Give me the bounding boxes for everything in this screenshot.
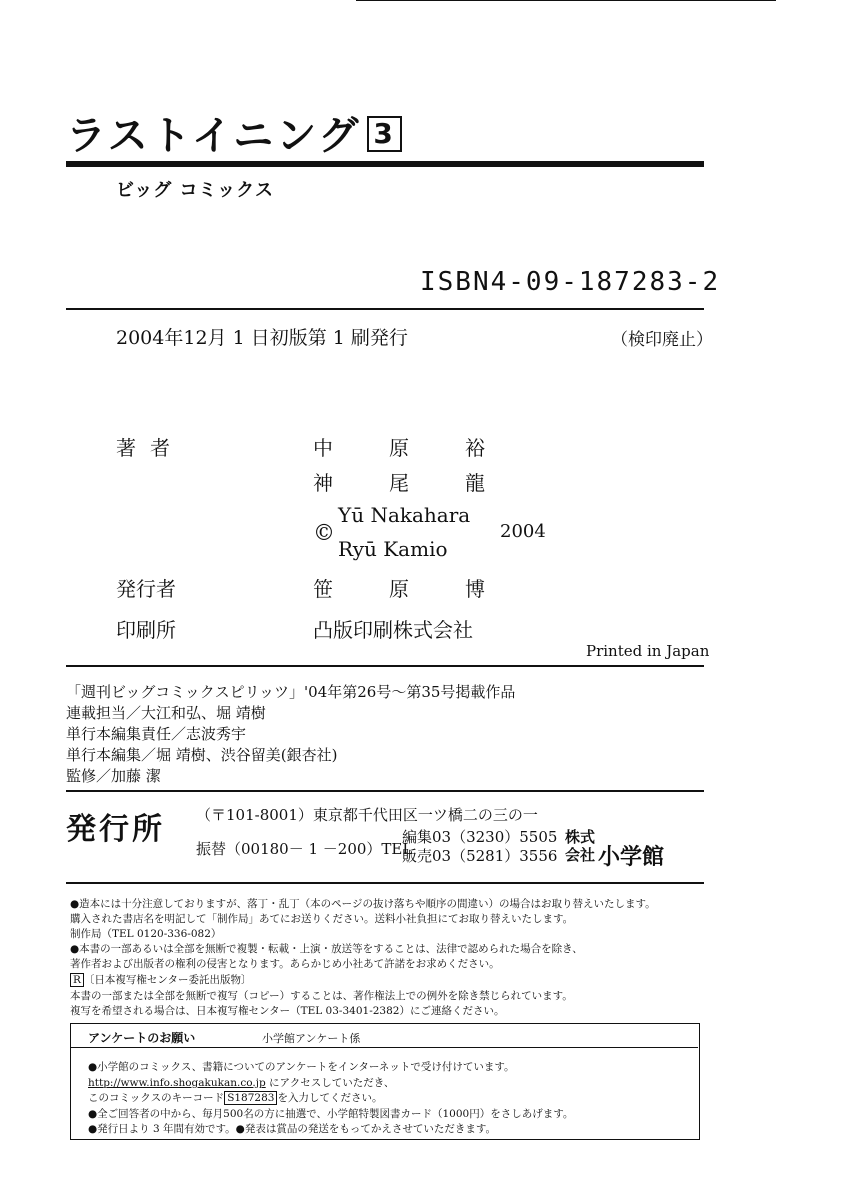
survey-line: ●全ご回答者の中から、毎月500名の方に抽選で、小学館特製図書カード（1000円）をさしあげます。 — [88, 1108, 574, 1120]
author-2-char: 神 — [313, 471, 333, 495]
author-1-char: 原 — [389, 436, 409, 460]
top-edge-rule — [356, 0, 776, 1]
survey-url: http://www.info.shogakukan.co.jp — [88, 1077, 266, 1089]
survey-url-line — [88, 1075, 394, 1090]
edition-date: 2004年12月 1 日初版第 1 刷発行 — [116, 327, 408, 349]
publisher-person-name — [313, 573, 485, 602]
serial-credit-line: 連載担当／大江和弘、堀 靖樹 — [66, 704, 266, 722]
serial-credit-line: 「週刊ビッグコミックスピリッツ」'04年第26号～第35号掲載作品 — [66, 683, 516, 701]
survey-keycode-line — [88, 1090, 382, 1105]
survey-keycode-post: を入力してください。 — [277, 1092, 383, 1104]
publisher-tel-edit: 編集03（3230）5505 — [402, 828, 558, 846]
jrrc-line: 複写を希望される場合は、日本複写権センター（TEL 03-3401-2382）にご連絡ください。 — [70, 1005, 505, 1017]
publisher-person-char: 笹 — [313, 577, 333, 601]
author-name-1 — [313, 432, 485, 461]
survey-url-rest: にアクセスしていただき、 — [265, 1077, 395, 1089]
credits-rule — [66, 665, 704, 667]
copyright-name-1: Yū Nakahara — [338, 503, 471, 527]
serial-credit-line: 監修／加藤 潔 — [66, 767, 161, 785]
kabushiki-text: 株式 — [565, 828, 596, 846]
publisher-person-char: 原 — [389, 577, 409, 601]
copyright-year: 2004 — [500, 521, 546, 542]
survey-line: ●小学館のコミックス、書籍についてのアンケートをインターネットで受け付けています。 — [88, 1061, 515, 1073]
jrrc-heading — [70, 972, 252, 987]
series-name: ビッグ コミックス — [116, 180, 275, 201]
publisher-person-label: 発行者 — [116, 577, 176, 601]
jrrc-line: 本書の一部または全部を無断で複写（コピー）することは、著作権法上での例外を除き禁じられています。 — [70, 990, 573, 1002]
publisher-name: 小学館 — [598, 844, 665, 870]
author-label: 著者 — [116, 436, 184, 460]
author-2-char: 尾 — [389, 471, 409, 495]
copyright-name-2: Ryū Kamio — [338, 537, 448, 561]
copyright-symbol: © — [313, 521, 335, 546]
survey-line: ●発行日より 3 年間有効です。●発表は賞品の発送をもってかえさせていただきます。 — [88, 1123, 496, 1135]
publisher-phone-block — [402, 828, 557, 866]
book-title — [66, 104, 402, 161]
printer-name: 凸版印刷株式会社 — [313, 618, 473, 642]
kaisha-text: 会社 — [565, 846, 596, 864]
publisher-person-char: 博 — [465, 577, 485, 601]
isbn: ISBN4-09-187283-2 — [420, 267, 721, 297]
author-name-2 — [313, 467, 485, 496]
survey-header-rule — [71, 1047, 698, 1048]
publisher-label: 発行所 — [66, 812, 165, 847]
survey-keycode: S187283 — [224, 1091, 277, 1105]
isbn-rule — [66, 308, 704, 310]
notice-line: ●造本には十分注意しておりますが、落丁・乱丁（本のページの抜け落ちや順序の間違い）の場合はお取り替えいたします。 — [70, 898, 656, 910]
book-title-text: ラストイニング — [66, 113, 362, 159]
seal-abolished-note: （検印廃止） — [611, 330, 713, 350]
printed-in-japan: Printed in Japan — [586, 642, 710, 660]
jrrc-heading-text: 〔日本複写権センター委託出版物〕 — [83, 974, 252, 986]
survey-keycode-pre: このコミックスのキーコード — [88, 1092, 225, 1104]
publisher-top-rule — [66, 790, 704, 792]
notice-line: ●本書の一部あるいは全部を無断で複製・転載・上演・放送等をすることは、法律で認められた場合を除き、 — [70, 943, 583, 955]
volume-number-box: 3 — [367, 116, 401, 152]
printer-label: 印刷所 — [116, 618, 176, 642]
author-1-char: 裕 — [465, 436, 485, 460]
publisher-bottom-rule — [66, 882, 704, 884]
survey-heading: アンケートのお願い — [88, 1031, 196, 1045]
notice-line: 著作者および出版者の権利の侵害となります。あらかじめ小社あて許諾をお求めください。 — [70, 958, 500, 970]
author-1-char: 中 — [313, 436, 333, 460]
survey-department: 小学館アンケート係 — [262, 1032, 361, 1045]
serial-credit-line: 単行本編集／堀 靖樹、渋谷留美(銀杏社) — [66, 746, 338, 764]
author-2-char: 龍 — [465, 471, 485, 495]
serial-credit-line: 単行本編集責任／志波秀宇 — [66, 725, 247, 743]
jrrc-r-mark: R — [70, 973, 84, 987]
title-underline-rule — [66, 161, 704, 167]
publisher-address: （〒101-8001）東京都千代田区一ツ橋二の三の一 — [196, 806, 538, 824]
publisher-tel-sales: 販売03（5281）3556 — [402, 847, 558, 865]
notice-line: 購入された書店名を明記して「制作局」あてにお送りください。送料小社負担にてお取り替えいたします。 — [70, 913, 574, 925]
publisher-furikae: 振替（00180－ 1 －200）TEL — [196, 840, 413, 858]
kabushiki-kaisha-mark — [565, 828, 595, 864]
notice-line: 制作局（TEL 0120-336-082） — [70, 928, 222, 940]
